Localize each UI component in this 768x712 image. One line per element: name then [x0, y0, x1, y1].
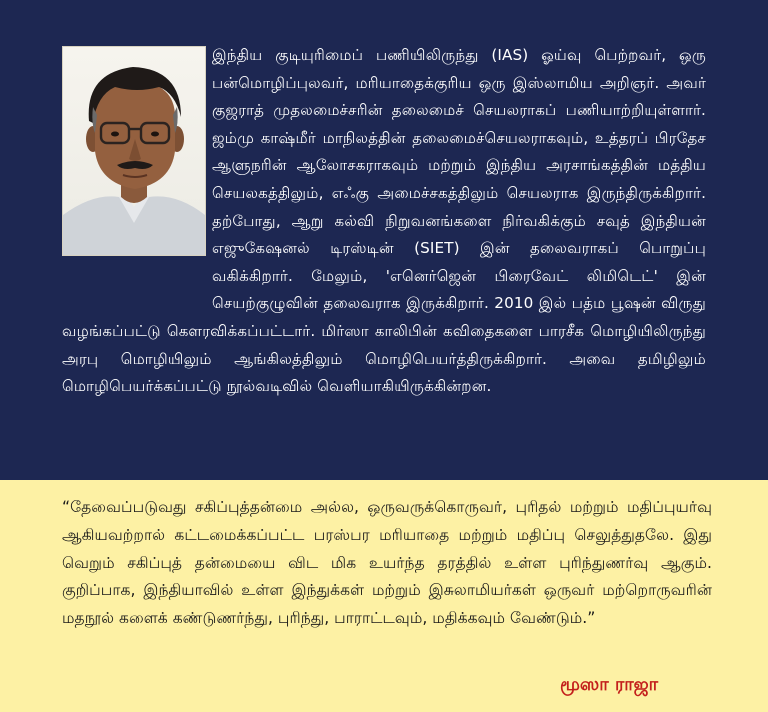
- quote-paragraph: “தேவைப்படுவது சகிப்புத்தன்மை அல்ல, ஒருவருக்கொருவர், புரிதல் மற்றும் மதிப்புயர்வு ஆகியவற்றால் கட்டமைக்கப்பட்ட பரஸ்பர மரியாதை மற்றும் மதிப்பு செலுத்துதலே. இது வெறும் சகிப்புத் தன்மையை விட மிக உயர்ந்த தரத்தில் உள்ள புரிந்துணர்வு ஆகும். குறிப்பாக, இந்தியாவில் உள்ள இந்துக்கள் மற்றும் இசுலாமியர்கள் ஒருவர் மற்றொருவரின் மதநூல் களைக் கண்டுணர்ந்து, புரிந்து, பாராட்டவும், மதிக்கவும் வேண்டும்.”: [62, 498, 712, 628]
- photo-spacer: [62, 42, 212, 294]
- bio-text-block: [62, 42, 706, 401]
- quote-author: மூஸா ராஜா: [560, 674, 659, 695]
- bio-paragraph: இந்திய குடியுரிமைப் பணியிலிருந்து (IAS) ஓய்வு பெற்றவர், ஒரு பன்மொழிப்புலவர், மரியாதைக்குரிய ஒரு இஸ்லாமிய அறிஞர். அவர் குஜராத் முதலமைச்சரின் தலைமைச் செயலராகப் பணியாற்றியுள்ளார். ஜம்மு காஷ்மீர் மாநிலத்தின் தலைமைச்செயலராகவும், உத்தரப் பிரதேச ஆளுநரின் ஆலோசகராகவும் மற்றும் இந்திய அரசாங்கத்தின் மத்திய செயலகத்திலும், எஃகு அமைச்சகத்திலும் செயலராக இருந்திருக்கிறார். தற்போது, ஆறு கல்வி நிறுவனங்களை நிர்வகிக்கும் சவுத் இந்தியன் எஜுகேஷனல் டிரஸ்டின் (SIET) இன் தலைவராகப் பொறுப்பு வகிக்கிறார். மேலும், 'எனெர்ஜென் பிரைவேட் லிமிடெட்' இன் செயற்குழுவின் தலைவராக இருக்கிறார். 2010 இல் பத்ம பூஷன் விருது வழங்கப்பட்டு கௌரவிக்கப்பட்டார். மிர்ஸா காலிபின் கவிதைகளை பாரசீக மொழியிலிருந்து அரபு மொழியிலும் ஆங்கிலத்திலும் மொழிபெயர்த்திருக்கிறார். அவை தமிழிலும் மொழிபெயர்க்கப்பட்டு நூல்வடிவில் வெளியாகியிருக்கின்றன.: [62, 46, 706, 396]
